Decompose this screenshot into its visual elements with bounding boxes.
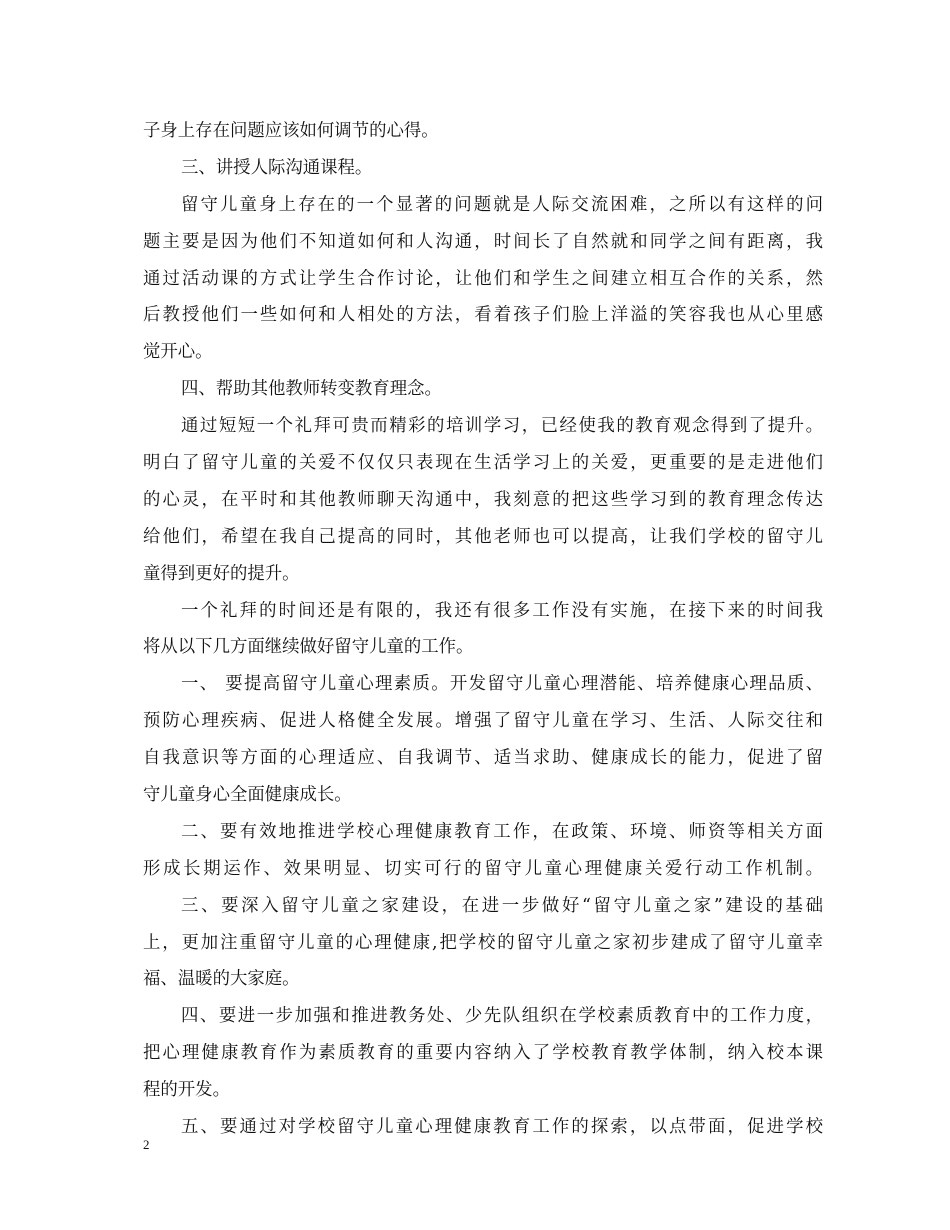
text-line: 觉开心。 (143, 342, 213, 363)
text-line: 一、 要提高留守儿童心理素质。开发留守儿童心理潜能、培养健康心理品质、 (181, 674, 823, 695)
text-line: 给他们，希望在我自己提高的同时，其他老师也可以提高，让我们学校的留守儿 (143, 526, 823, 547)
text-line: 通过短短一个礼拜可贵而精彩的培训学习，已经使我的教育观念得到了提升。 (181, 416, 823, 437)
text-line: 将从以下几方面继续做好留守儿童的工作。 (143, 637, 474, 658)
text-line: 上，更加注重留守儿童的心理健康,把学校的留守儿童之家初步建成了留守儿童幸 (143, 932, 823, 953)
text-line: 自我意识等方面的心理适应、自我调节、适当求助、健康成长的能力，促进了留 (143, 748, 823, 769)
text-line: 程的开发。 (143, 1080, 230, 1101)
text-line: 预防心理疾病、促进人格健全发展。增强了留守儿童在学习、生活、人际交往和 (143, 711, 823, 732)
text-line: 子身上存在问题应该如何调节的心得。 (143, 121, 439, 141)
text-line: 福、温暖的大家庭。 (143, 969, 300, 990)
text-line: 四、要进一步加强和推进教务处、少先队组织在学校素质教育中的工作力度， (181, 1006, 823, 1027)
text-line: 二、要有效地推进学校心理健康教育工作，在政策、环境、师资等相关方面 (181, 821, 823, 842)
text-line: 四、帮助其他教师转变教育理念。 (181, 379, 442, 400)
text-line: 把心理健康教育作为素质教育的重要内容纳入了学校教育教学体制，纳入校本课 (143, 1043, 823, 1064)
text-line: 童得到更好的提升。 (143, 563, 300, 584)
text-line: 形成长期运作、效果明显、切实可行的留守儿童心理健康关爱行动工作机制。 (143, 858, 823, 879)
text-line: 三、要深入留守儿童之家建设，在进一步做好“留守儿童之家”建设的基础 (181, 895, 823, 916)
text-line: 后教授他们一些如何和人相处的方法，看着孩子们脸上洋溢的笑容我也从心里感 (143, 305, 823, 326)
text-line: 一个礼拜的时间还是有限的，我还有很多工作没有实施，在接下来的时间我 (181, 600, 823, 621)
text-line: 明白了留守儿童的关爱不仅仅只表现在生活学习上的关爱，更重要的是走进他们 (143, 453, 823, 474)
text-line: 五、要通过对学校留守儿童心理健康教育工作的探索，以点带面，促进学校 (181, 1117, 823, 1138)
text-line: 题主要是因为他们不知道如何和人沟通，时间长了自然就和同学之间有距离，我 (143, 231, 823, 252)
text-line: 通过活动课的方式让学生合作讨论，让他们和学生之间建立相互合作的关系，然 (143, 268, 823, 289)
text-line: 守儿童身心全面健康成长。 (143, 785, 352, 806)
page-number: 2 (143, 1137, 150, 1152)
document-body (143, 113, 823, 1146)
text-line: 留守儿童身上存在的一个显著的问题就是人际交流困难，之所以有这样的问 (181, 194, 823, 215)
text-line: 的心灵，在平时和其他教师聊天沟通中，我刻意的把这些学习到的教育理念传达 (143, 489, 823, 510)
text-line: 三、讲授人际沟通课程。 (181, 157, 373, 178)
